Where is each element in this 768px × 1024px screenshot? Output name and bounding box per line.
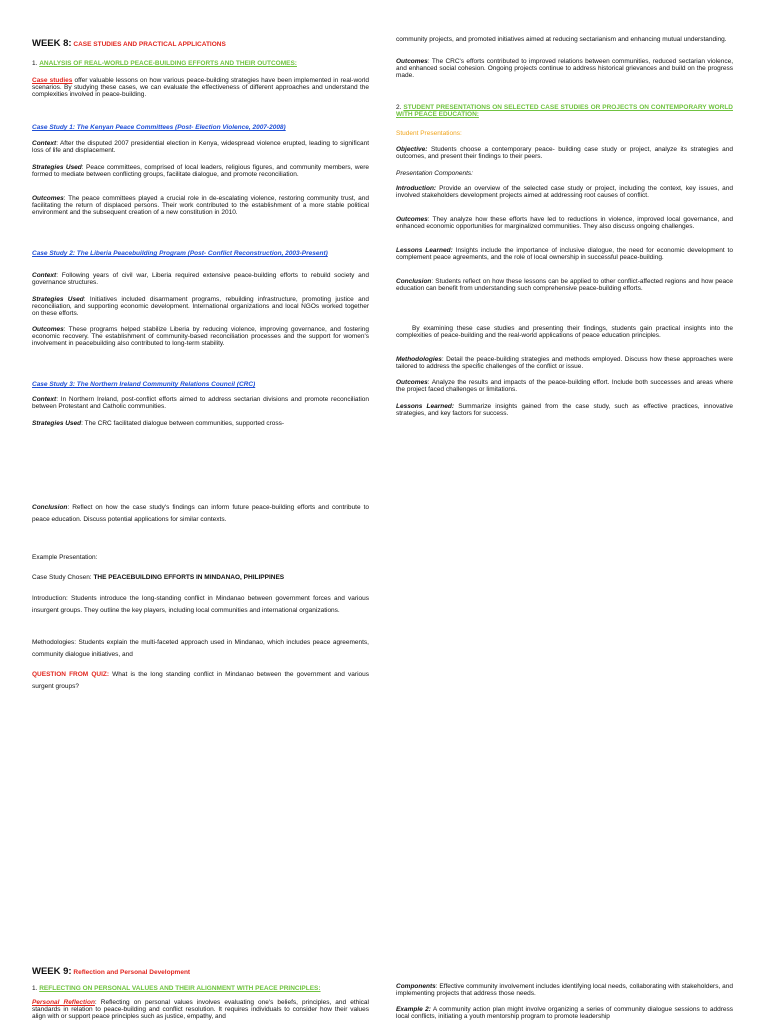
- value: THE PEACEBUILDING EFFORTS IN MINDANAO, PHILIPPINES: [93, 574, 285, 581]
- label: Context: [32, 396, 57, 403]
- text: Summarize insights gained from the case study, such as effective practices, innovative strategies, and key factors for success.: [396, 403, 733, 417]
- quiz-question: [32, 669, 369, 693]
- case-study-chosen: [32, 574, 369, 581]
- example-methodologies: Methodologies: Students explain the multi-faceted approach used in Mindanao, which includes peace agreements, community dialogue initiatives, and: [32, 639, 369, 658]
- text: : Reflecting on personal values involves evaluating one's beliefs, principles, and ethical standards in relation to peace-building and conflict resolution. It requires individuals to consider how their values align with or support peace principles such as justice, empathy, and: [32, 999, 369, 1020]
- week9-heading-line: [32, 966, 369, 978]
- methodology-lessons-learned: [396, 403, 733, 417]
- pc-introduction: [396, 185, 733, 199]
- label: Methodologies: [396, 356, 442, 363]
- label: Objective:: [396, 146, 428, 153]
- text: : The CRC's efforts contributed to improved relations between communities, reduced sectarian violence, and enhanced social cohesion. Ongoing projects continue to address historical grievances and build on the progress made.: [396, 58, 733, 79]
- label: Outcomes: [396, 379, 428, 386]
- text: : Reflect on how the case study's findings can inform future peace-building efforts and contribute to peace education. Discuss potential applications for similar contexts.: [32, 504, 369, 523]
- label: Strategies Used: [32, 164, 82, 171]
- text: : Peace committees, comprised of local leaders, religious figures, and community members, were formed to mediate between conflicting groups, facilitate dialogue, and promote reconciliation.: [32, 164, 369, 178]
- personal-reflection: [32, 999, 369, 1020]
- label: Example 2:: [396, 1006, 431, 1013]
- text: : Students reflect on how these lessons can be applied to other conflict-affected regions and how peace education can benefit from understanding such comprehensive peace-building efforts.: [396, 278, 733, 292]
- example-presentation-label: Example Presentation:: [32, 554, 98, 561]
- cs2-context: [32, 272, 369, 286]
- label: Context: [32, 140, 57, 147]
- section-title: STUDENT PRESENTATIONS ON SELECTED CASE STUDIES OR PROJECTS ON CONTEMPORARY WORLD WITH PEACE EDUCATION:: [396, 104, 733, 118]
- text: : These programs helped stabilize Liberia by reducing violence, improving governance, and fostering economic recovery. The establishment of community-based reconciliation processes and the support for women's involvement in peacebuilding also contributed to long-term stability.: [32, 326, 369, 347]
- case-study-2-title[interactable]: [32, 250, 369, 257]
- section1-number: 1.: [32, 60, 38, 67]
- objective: [396, 146, 733, 160]
- week8-heading: WEEK 8:: [32, 38, 72, 49]
- text: Insights include the importance of inclusive dialogue, the need for economic development to complement peace agreements, and the role of local ownership in successful peace-building.: [396, 247, 733, 261]
- cs3-strategies: [32, 420, 369, 427]
- section-number: 1.: [32, 985, 38, 992]
- conclusion: [32, 502, 369, 526]
- text: A community action plan might involve organizing a series of community dialogue sessions to address local conflicts, initiating a youth mentorship program to promote leadership: [396, 1006, 733, 1020]
- section1-title: ANALYSIS OF REAL-WORLD PEACE-BUILDING EFFORTS AND THEIR OUTCOMES:: [39, 60, 297, 67]
- text: : After the disputed 2007 presidential election in Kenya, widespread violence erupted, leading to significant loss of life and displacement.: [32, 140, 369, 154]
- text: Provide an overview of the selected case study or project, including the context, key issues, and involved stakeholders development projects aimed at addressing root causes of conflict.: [396, 185, 733, 199]
- methodologies: [396, 356, 733, 370]
- text: : Following years of civil war, Liberia required extensive peace-building efforts to rebuild society and governance structures.: [32, 272, 369, 286]
- case-study-1-title[interactable]: [32, 124, 369, 131]
- section-number: 2.: [396, 104, 402, 111]
- text: : They analyze how these efforts have led to reductions in violence, improved local governance, and enhanced economic opportunities for marginalized communities. They also discuss ongoing challenges.: [396, 216, 733, 230]
- example-2: [396, 1006, 733, 1020]
- cs2-outcomes: [32, 326, 369, 347]
- week9-section1-heading: [32, 985, 369, 992]
- example-introduction: Introduction: Students introduce the long-standing conflict in Mindanao between government forces and various insurgent groups. They outline the key players, including local communities and international organizations.: [32, 595, 369, 614]
- week8-heading-line: [32, 38, 369, 50]
- label: QUESTION FROM QUIZ:: [32, 671, 110, 678]
- case-study-2-title-text[interactable]: Case Study 2: The Liberia Peacebuilding Program (Post- Conflict Reconstruction, 2003-Present): [32, 250, 328, 257]
- label: Outcomes: [32, 195, 64, 202]
- week8-subheading: CASE STUDIES AND PRACTICAL APPLICATIONS: [73, 41, 226, 48]
- text: : Analyze the results and impacts of the peace-building effort. Include both successes and areas where the project faced challenges or limitations.: [396, 379, 733, 393]
- summary-paragraph: By examining these case studies and presenting their findings, students gain practical insights into the complexities of peace-building and the real-world applications of peace education principles.: [396, 325, 733, 339]
- label: Strategies Used: [32, 296, 84, 303]
- text: : The CRC facilitated dialogue between communities, supported cross-: [81, 420, 285, 427]
- label: Conclusion: [32, 504, 68, 511]
- cs1-outcomes: [32, 195, 369, 216]
- section-title: REFLECTING ON PERSONAL VALUES AND THEIR ALIGNMENT WITH PEACE PRINCIPLES:: [39, 985, 321, 992]
- components: [396, 983, 733, 997]
- label: Conclusion: [396, 278, 432, 285]
- week9-heading: WEEK 9:: [32, 966, 72, 977]
- student-presentations-label: [396, 130, 733, 137]
- cs3-continued: community projects, and promoted initiatives aimed at reducing sectarianism and enhancing mutual understanding.: [396, 36, 727, 43]
- text: What is the long standing conflict in Mindanao between the government and various surgent groups?: [32, 671, 369, 690]
- text: : The peace committees played a crucial role in de-escalating violence, restoring community trust, and facilitating the return of displaced persons. Their work contributed to the establishment of a more stable political environment and the subsequent creation of a new constitution in 2010.: [32, 195, 369, 216]
- section2-heading: [396, 104, 733, 118]
- label: Context: [32, 272, 57, 279]
- label: Outcomes: [396, 216, 428, 223]
- text: : Initiatives included disarmament programs, rebuilding infrastructure, promoting justice and reconciliation, and supporting economic development. International organizations and local NGOs worked together on these efforts.: [32, 296, 369, 317]
- pc-outcomes: [396, 216, 733, 230]
- text: : Effective community involvement includes identifying local needs, collaborating with stakeholders, and implementing projects that address those needs.: [396, 983, 733, 997]
- week9-subheading: Reflection and Personal Development: [73, 969, 191, 976]
- label: Lessons Learned:: [396, 403, 455, 410]
- cs3-outcomes: [396, 58, 733, 79]
- label: Case Study Chosen:: [32, 574, 94, 581]
- label: Introduction:: [396, 185, 437, 192]
- cs3-context: [32, 396, 369, 410]
- section1-heading: [32, 60, 369, 67]
- intro-text: offer valuable lessons on how various peace-building strategies have been implemented in real-world scenarios. By studying these cases, we can evaluate the effectiveness of different approaches and understand the complexities involved in peace-building.: [32, 77, 369, 98]
- cs1-context: [32, 140, 369, 154]
- label: Outcomes: [396, 58, 428, 65]
- cs1-strategies: [32, 164, 369, 178]
- intro-paragraph: [32, 77, 369, 98]
- case-study-3-title[interactable]: [32, 381, 369, 388]
- cs2-strategies: [32, 296, 369, 317]
- label: Components: [396, 983, 436, 990]
- label-text: Student Presentations:: [396, 130, 462, 137]
- text: : In Northern Ireland, post-conflict efforts aimed to address sectarian divisions and promote reconciliation between Protestant and Catholic communities.: [32, 396, 369, 410]
- presentation-components-label: [396, 170, 733, 177]
- pc-lessons-learned: [396, 247, 733, 261]
- label: Strategies Used: [32, 420, 82, 427]
- pc-conclusion: [396, 278, 733, 292]
- text: Students choose a contemporary peace- building case study or project, analyze its strategies and outcomes, and present their findings to their peers.: [396, 146, 733, 160]
- case-studies-term: Case studies: [32, 77, 73, 84]
- label: Personal Reflection: [32, 999, 95, 1006]
- text: : Detail the peace-building strategies and methods employed. Discuss how these approaches were tailored to address the specific challenges of the conflict or issue.: [396, 356, 733, 370]
- label: Outcomes: [32, 326, 64, 333]
- label-text: Presentation Components:: [396, 170, 473, 177]
- methodology-outcomes: [396, 379, 733, 393]
- label: Lessons Learned:: [396, 247, 453, 254]
- case-study-1-title-text[interactable]: Case Study 1: The Kenyan Peace Committees (Post- Election Violence, 2007-2008): [32, 124, 286, 131]
- case-study-3-title-text[interactable]: Case Study 3: The Northern Ireland Community Relations Council (CRC): [32, 381, 256, 388]
